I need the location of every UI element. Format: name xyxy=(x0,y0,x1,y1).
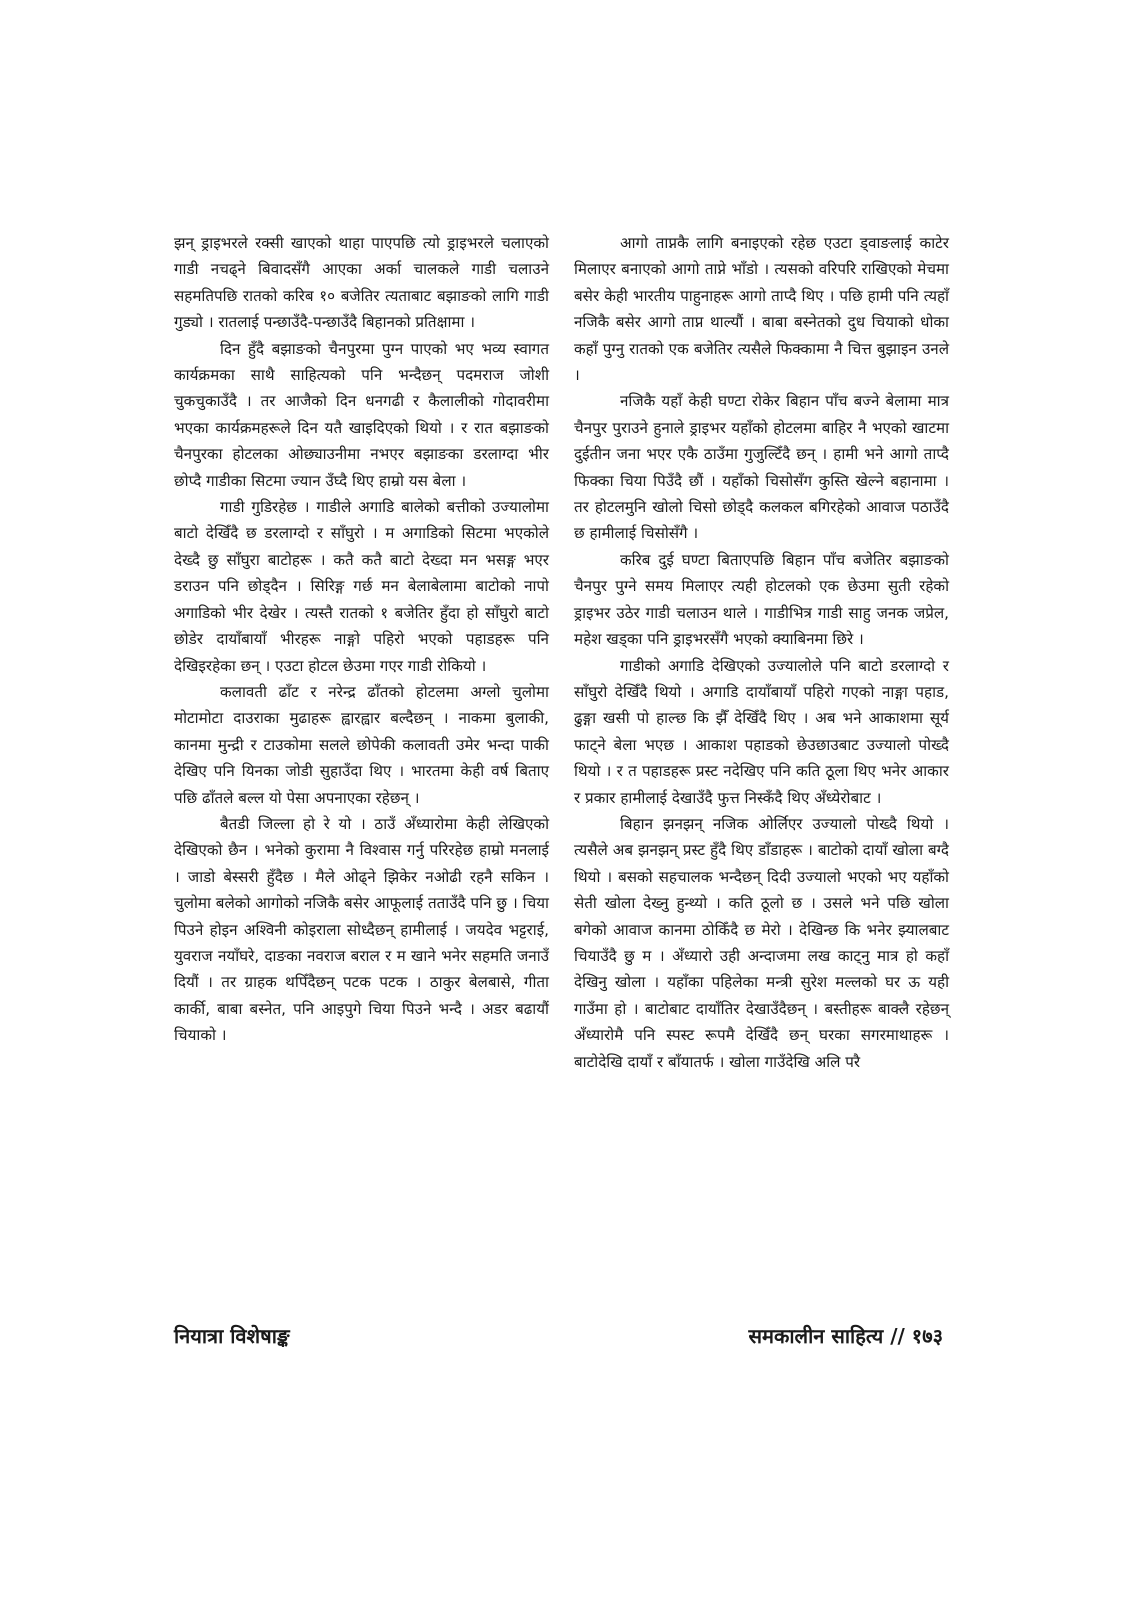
paragraph: गाडी गुडिरहेछ । गाडीले अगाडि बालेको बत्तीको उज्यालोमा बाटो देखिँदै छ डरलाग्दो र साँघुरो । म अगाडिको सिटमा भएकोले देख्दै छु साँघुरा बाटोहरू । कतै कतै बाटो देख्दा मन भसङ्ग भएर डराउन पनि छोड्दैन । सिरिङ्ग गर्छ मन बेलाबेलामा बाटोको नापो अगाडिको भीर देखेर । त्यस्तै रातको १ बजेतिर हुँदा हो साँघुरो बाटो छोडेर दायाँबायाँ भीरहरू नाङ्गो पहिरो भएको पहाडहरू पनि देखिइरहेका छन् । एउटा होटल छेउमा गएर गाडी रोकियो । xyxy=(174,498,549,675)
paragraph: करिब दुई घण्टा बिताएपछि बिहान पाँच बजेतिर बझाङको चैनपुर पुग्ने समय मिलाएर त्यही होटलको एक छेउमा सुती रहेको ड्राइभर उठेर गाडी चलाउन थाले । गाडीभित्र गाडी साहु जनक जप्रेल, महेश खड्का पनि ड्राइभरसँगै भएको क्याबिनमा छिरे । xyxy=(574,550,949,649)
left-text-column xyxy=(174,230,549,1049)
paragraph: झन् ड्राइभरले रक्सी खाएको थाहा पाएपछि त्यो ड्राइभरले चलाएको गाडी नचढ्ने बिवादसँगै आएका अर्का चालकले गाडी चलाउने सहमतिपछि रातको करिब १० बजेतिर त्यताबाट बझाङको लागि गाडी गुड्यो । रातलाई पन्छाउँदै-पन्छाउँदै बिहानको प्रतिक्षामा । xyxy=(174,234,549,332)
paragraph: कलावती ढाँट र नरेन्द्र ढाँतको होटलमा अग्लो चुलोमा मोटामोटा दाउराका मुढाहरू ह्वारह्वार बल्दैछन् । नाकमा बुलाकी, कानमा मुन्द्री र टाउकोमा सलले छोपेकी कलावती उमेर भन्दा पाकी देखिए पनि यिनका जोडी सुहाउँदा थिए । भारतमा केही वर्ष बिताए पछि ढाँतले बल्ल यो पेसा अपनाएका रहेछन् । xyxy=(174,682,549,807)
footer-section-title: नियात्रा विशेषाङ्क xyxy=(174,1324,290,1348)
paragraph: नजिकै यहाँ केही घण्टा रोकेर बिहान पाँच बज्ने बेलामा मात्र चैनपुर पुराउने हुनाले ड्राइभर यहाँको होटलमा बाहिर नै भएको खाटमा दुईतीन जना भएर एकै ठाउँमा गुजुल्टिँदै छन् । हामी भने आगो ताप्दै फिक्का चिया पिउँदै छौं । यहाँको चिसोसँग कुस्ति खेल्ने बहानामा । तर होटलमुनि खोलो चिसो छोड्दै कलकल बगिरहेको आवाज पठाउँदै छ हामीलाई चिसोसँगै । xyxy=(574,392,949,543)
footer-publication-page: समकालीन साहित्य // १७३ xyxy=(748,1324,943,1348)
paragraph: आगो ताप्नकै लागि बनाइएको रहेछ एउटा ड्वाङलाई काटेर मिलाएर बनाएको आगो ताप्ने भाँडो । त्यसको वरिपरि राखिएको मेचमा बसेर केही भारतीय पाहुनाहरू आगो ताप्दै थिए । पछि हामी पनि त्यहाँ नजिकै बसेर आगो ताप्न थाल्यौं । बाबा बस्नेतको दुध चियाको धोका कहाँ पुग्नु रातको एक बजेतिर त्यसैले फिक्कामा नै चित्त बुझाइन उनले । xyxy=(574,234,949,385)
right-text-column xyxy=(574,230,949,1075)
paragraph: बिहान झनझन् नजिक ओर्लिएर उज्यालो पोख्दै थियो । त्यसैले अब झनझन् प्रस्ट हुँदै थिए डाँडाहरू । बाटोको दायाँ खोला बग्दै थियो । बसको सहचालक भन्दैछन् दिदी उज्यालो भएको भए यहाँको सेती खोला देख्नु हुन्थ्यो । कति ठूलो छ । उसले भने पछि खोला बगेको आवाज कानमा ठोकिँदै छ मेरो । देखिन्छ कि भनेर झ्यालबाट चियाउँदै छु म । अँध्यारो उही अन्दाजमा लख काट्नु मात्र हो कहाँ देखिनु खोला । यहाँका पहिलेका मन्त्री सुरेश मल्लको घर ऊ यही गाउँमा हो । बाटोबाट दायाँतिर देखाउँदैछन् । बस्तीहरू बाक्लै रहेछन् अँध्यारोमै पनि स्पस्ट रूपमै देखिँदै छन् घरका सगरमाथाहरू । बाटोदेखि दायाँ र बाँयातर्फ । खोला गाउँदेखि अलि परै xyxy=(574,814,949,1071)
paragraph: बैतडी जिल्ला हो रे यो । ठाउँ अँध्यारोमा केही लेखिएको देखिएको छैन । भनेको कुरामा नै विश्वास गर्नु परिरहेछ हाम्रो मनलाई । जाडो बेस्सरी हुँदैछ । मैले ओढ्ने झिकेर नओढी रहनै सकिन । चुलोमा बलेको आगोको नजिकै बसेर आफूलाई तताउँदै पनि छु । चिया पिउने होइन अश्विनी कोइराला सोध्दैछन् हामीलाई । जयदेव भट्टराई, युवराज नयाँघरे, दाङका नवराज बराल र म खाने भनेर सहमति जनाउँ दियौं । तर ग्राहक थपिँदैछन् पटक पटक । ठाकुर बेलबासे, गीता कार्की, बाबा बस्नेत, पनि आइपुगे चिया पिउने भन्दै । अडर बढायौं चियाको । xyxy=(174,814,549,1045)
paragraph: गाडीको अगाडि देखिएको उज्यालोले पनि बाटो डरलाग्दो र साँघुरो देखिँदै थियो । अगाडि दायाँबायाँ पहिरो गएको नाङ्गा पहाड, ढुङ्गा खसी पो हाल्छ कि झैँ देखिँदै थिए । अब भने आकाशमा सूर्य फाट्ने बेला भएछ । आकाश पहाडको छेउछाउबाट उज्यालो पोख्दै थियो । र त पहाडहरू प्रस्ट नदेखिए पनि कति ठूला थिए भनेर आकार र प्रकार हामीलाई देखाउँदै फुत्त निस्कँदै थिए अँध्येरोबाट । xyxy=(574,656,949,807)
paragraph: दिन हुँदै बझाङको चैनपुरमा पुग्न पाएको भए भव्य स्वागत कार्यक्रमका साथै साहित्यको पनि भन्दैछन् पदमराज जोशी चुकचुकाउँदै । तर आजैको दिन धनगढी र कैलालीको गोदावरीमा भएका कार्यक्रमहरूले दिन यतै खाइदिएको थियो । र रात बझाङको चैनपुरका होटलका ओछ्याउनीमा नभएर बझाङका डरलाग्दा भीर छोप्दै गाडीका सिटमा ज्यान उँघ्दै थिए हाम्रो यस बेला । xyxy=(174,339,549,490)
